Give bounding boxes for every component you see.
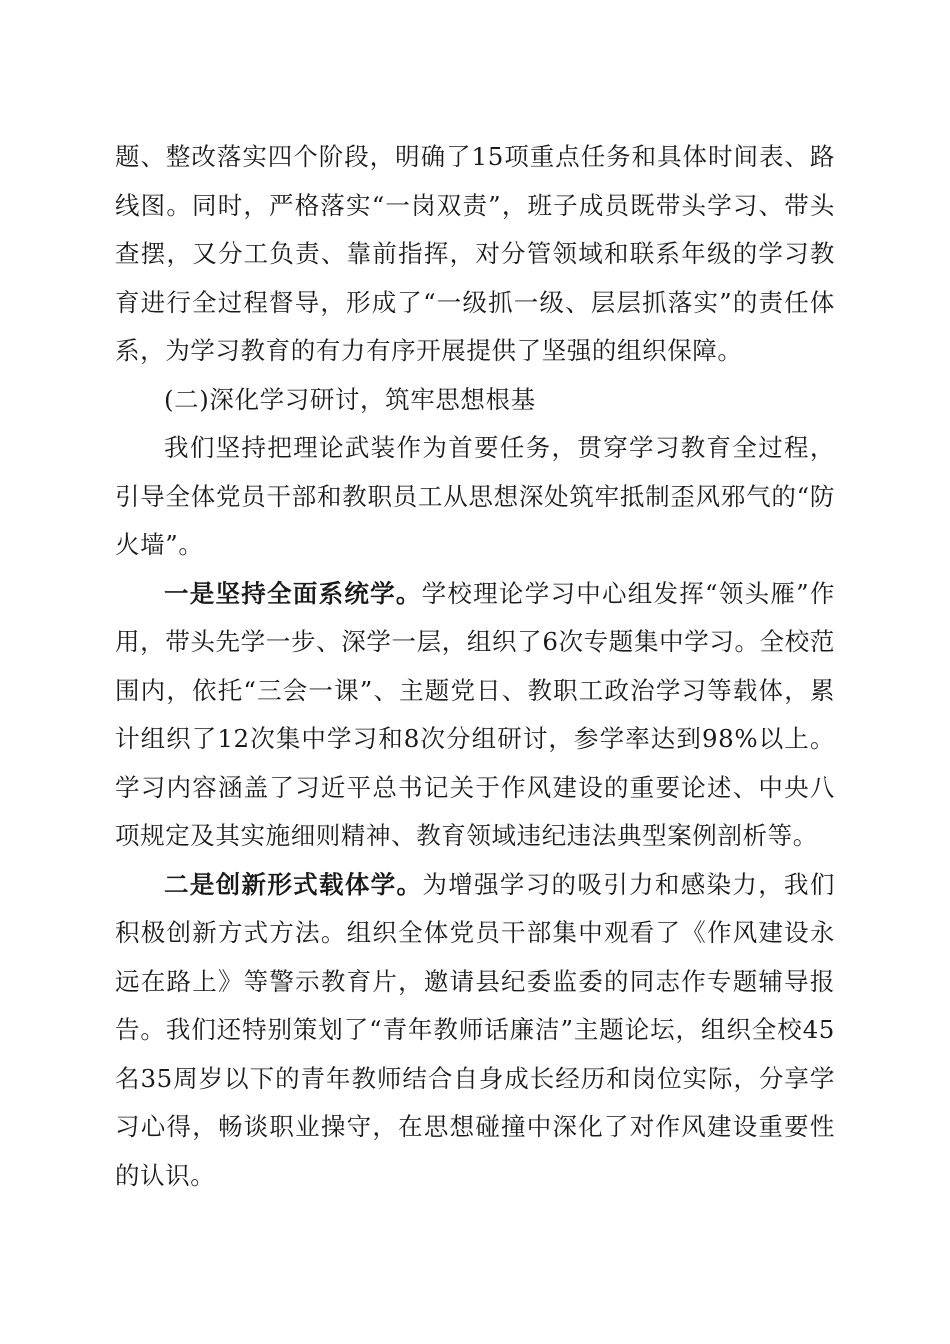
continuation-paragraph: 题、整改落实四个阶段，明确了15项重点任务和具体时间表、路线图。同时，严格落实“一岗双责”，班子成员既带头学习、带头查摆，又分工负责、靠前指挥，对分管领域和联系年级的学习教育进行全过程督导，形成了“一级抓一级、层层抓落实”的责任体系，为学习教育的有力有序开展提供了坚强的组织保障。 [115, 142, 835, 365]
point-two-body: 为增强学习的吸引力和感染力，我们积极创新方式方法。组织全体党员干部集中观看了《作风建设永远在路上》等警示教育片，邀请县纪委监委的同志作专题辅导报告。我们还特别策划了“青年教师话廉洁”主题论坛，组织全校45名35周岁以下的青年教师结合自身成长经历和岗位实际，分享学习心得，畅谈职业操守，在思想碰撞中深化了对作风建设重要性的认识。 [115, 869, 835, 1190]
intro-paragraph: 我们坚持把理论武装作为首要任务，贯穿学习教育全过程，引导全体党员干部和教职员工从思想深处筑牢抵制歪风邪气的“防火墙”。 [115, 433, 835, 559]
section-heading: (二)深化学习研讨，筑牢思想根基 [164, 384, 536, 414]
point-one-body: 学校理论学习中心组发挥“领头雁”作用，带头先学一步、深学一层，组织了6次专题集中学习。全校范围内，依托“三会一课”、主题党日、教职工政治学习等载体，累计组织了12次集中学习和8次分组研讨，参学率达到98%以上。学习内容涵盖了习近平总书记关于作风建设的重要论述、中央八项规定及其实施细则精神、教育领域违纪违法典型案例剖析等。 [115, 578, 836, 850]
document-body [115, 133, 835, 1200]
point-one-paragraph [115, 570, 835, 861]
point-two-lead: 二是创新形式载体学。 [164, 869, 423, 899]
point-two-paragraph [115, 861, 835, 1201]
point-one-lead: 一是坚持全面系统学。 [164, 578, 422, 608]
